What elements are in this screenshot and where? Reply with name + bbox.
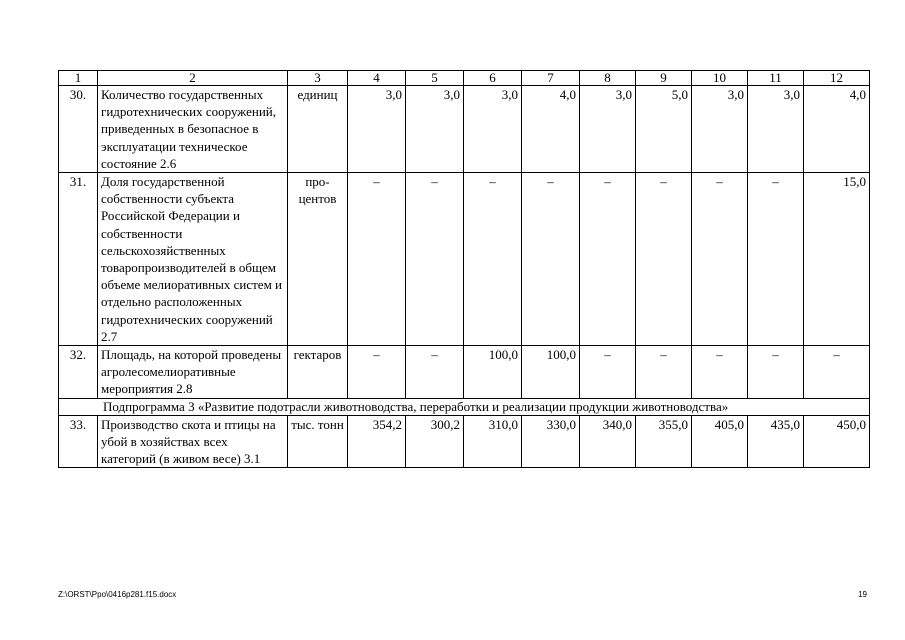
value-cell: 3,0 [748,86,804,173]
value-cell: 100,0 [522,346,580,399]
indicators-table [58,70,870,468]
value-cell: 300,2 [406,415,464,468]
value-cell: 340,0 [580,415,636,468]
indicator-name: Площадь, на которой проведены агролесомелиоративные мероприятия 2.8 [98,346,288,399]
value-cell: – [748,346,804,399]
table-row [59,173,870,346]
column-number: 6 [464,71,522,86]
value-cell: – [636,346,692,399]
table-row [59,415,870,468]
value-cell: – [406,346,464,399]
column-number: 5 [406,71,464,86]
row-number: 30. [59,86,98,173]
row-number: 32. [59,346,98,399]
value-cell: – [580,346,636,399]
value-cell: 100,0 [464,346,522,399]
value-cell: 330,0 [522,415,580,468]
subprogram-row [59,398,870,415]
value-cell: 5,0 [636,86,692,173]
indicator-name: Количество государственных гидротехнических сооружений, приведенных в безопасное в эксплуатации техническое состояние 2.6 [98,86,288,173]
value-cell: 435,0 [748,415,804,468]
column-number: 3 [288,71,348,86]
value-cell: 355,0 [636,415,692,468]
value-cell: – [804,346,870,399]
subprogram-title: Подпрограмма 3 «Развитие подотрасли животноводства, переработки и реализации продукции животноводства» [59,398,870,415]
unit-cell: про- центов [288,173,348,346]
value-cell: – [580,173,636,346]
column-number: 1 [59,71,98,86]
row-number: 33. [59,415,98,468]
column-number: 11 [748,71,804,86]
value-cell: 3,0 [406,86,464,173]
value-cell: – [348,346,406,399]
unit-cell: единиц [288,86,348,173]
value-cell: – [522,173,580,346]
column-number: 7 [522,71,580,86]
column-number: 8 [580,71,636,86]
unit-cell: тыс. тонн [288,415,348,468]
value-cell: 4,0 [522,86,580,173]
value-cell: – [692,346,748,399]
indicator-name: Производство скота и птицы на убой в хозяйствах всех категорий (в живом весе) 3.1 [98,415,288,468]
value-cell: – [464,173,522,346]
table-row [59,86,870,173]
column-number: 12 [804,71,870,86]
document-file-path: Z:\ORST\Ppo\0416p281.f15.docx [58,590,177,599]
value-cell: 354,2 [348,415,406,468]
column-number: 9 [636,71,692,86]
value-cell: 15,0 [804,173,870,346]
value-cell: 3,0 [464,86,522,173]
page-number: 19 [858,590,867,599]
value-cell: – [406,173,464,346]
value-cell: – [348,173,406,346]
value-cell: 450,0 [804,415,870,468]
table-row [59,346,870,399]
row-number: 31. [59,173,98,346]
value-cell: 3,0 [580,86,636,173]
column-number: 2 [98,71,288,86]
value-cell: – [748,173,804,346]
value-cell: – [692,173,748,346]
value-cell: 3,0 [348,86,406,173]
value-cell: – [636,173,692,346]
value-cell: 405,0 [692,415,748,468]
value-cell: 4,0 [804,86,870,173]
value-cell: 310,0 [464,415,522,468]
column-number: 4 [348,71,406,86]
value-cell: 3,0 [692,86,748,173]
unit-cell: гектаров [288,346,348,399]
indicator-name: Доля государственной собственности субъекта Российской Федерации и собственности сельскохозяйственных товаропроизводителей в общем объеме мелиоративных систем и отдельно расположенных гидротехнических сооружений 2.7 [98,173,288,346]
column-number-row [59,71,870,86]
column-number: 10 [692,71,748,86]
